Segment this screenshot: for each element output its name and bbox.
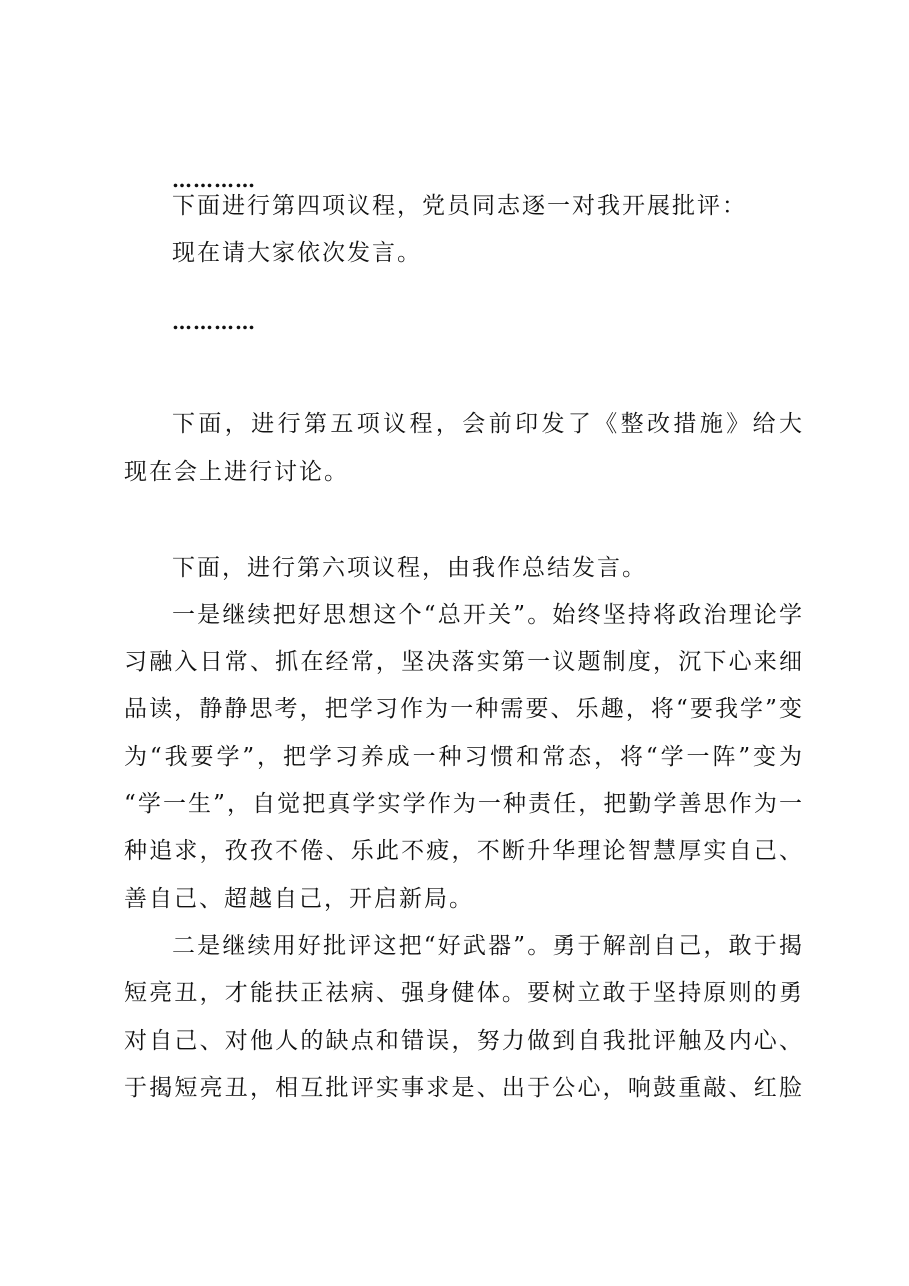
paragraph-line: 短亮丑，才能扶正祛病、强身健体。要树立敢于坚持原则的勇 xyxy=(124,980,804,1006)
paragraph-line: “学一生”，自觉把真学实学作为一种责任，把勤学善思作为一 xyxy=(124,791,804,817)
paragraph-line: 种追求，孜孜不倦、乐此不疲，不断升华理论智慧厚实自己、 xyxy=(124,838,804,864)
ellipsis-separator: ………… xyxy=(172,310,256,334)
paragraph-line: 现在会上进行讨论。 xyxy=(124,459,349,485)
paragraph-line: 于揭短亮丑，相互批评实事求是、出于公心，响鼓重敲、红脸 xyxy=(124,1075,804,1101)
paragraph-line: 下面进行第四项议程，党员同志逐一对我开展批评： xyxy=(172,193,747,219)
paragraph-line: 对自己、对他人的缺点和错误，努力做到自我批评触及内心、 xyxy=(124,1028,804,1054)
paragraph-line: 二是继续用好批评这把“好武器”。勇于解剖自己，敢于揭 xyxy=(172,933,804,959)
paragraph-line: 善自己、超越自己，开启新局。 xyxy=(124,886,474,912)
ellipsis-separator: ………… xyxy=(172,168,256,192)
paragraph-line: 现在请大家依次发言。 xyxy=(172,240,422,266)
paragraph-line: 下面，进行第六项议程，由我作总结发言。 xyxy=(172,555,647,581)
paragraph-line: 一是继续把好思想这个“总开关”。始终坚持将政治理论学 xyxy=(172,602,804,628)
paragraph-line: 下面，进行第五项议程，会前印发了《整改措施》给大 xyxy=(172,411,804,437)
paragraph-line: 为“我要学”，把学习养成一种习惯和常态，将“学一阵”变为 xyxy=(124,744,804,770)
paragraph-line: 品读，静静思考，把学习作为一种需要、乐趣，将“要我学”变 xyxy=(124,696,804,722)
paragraph-line: 习融入日常、抓在经常，坚决落实第一议题制度，沉下心来细 xyxy=(124,649,804,675)
